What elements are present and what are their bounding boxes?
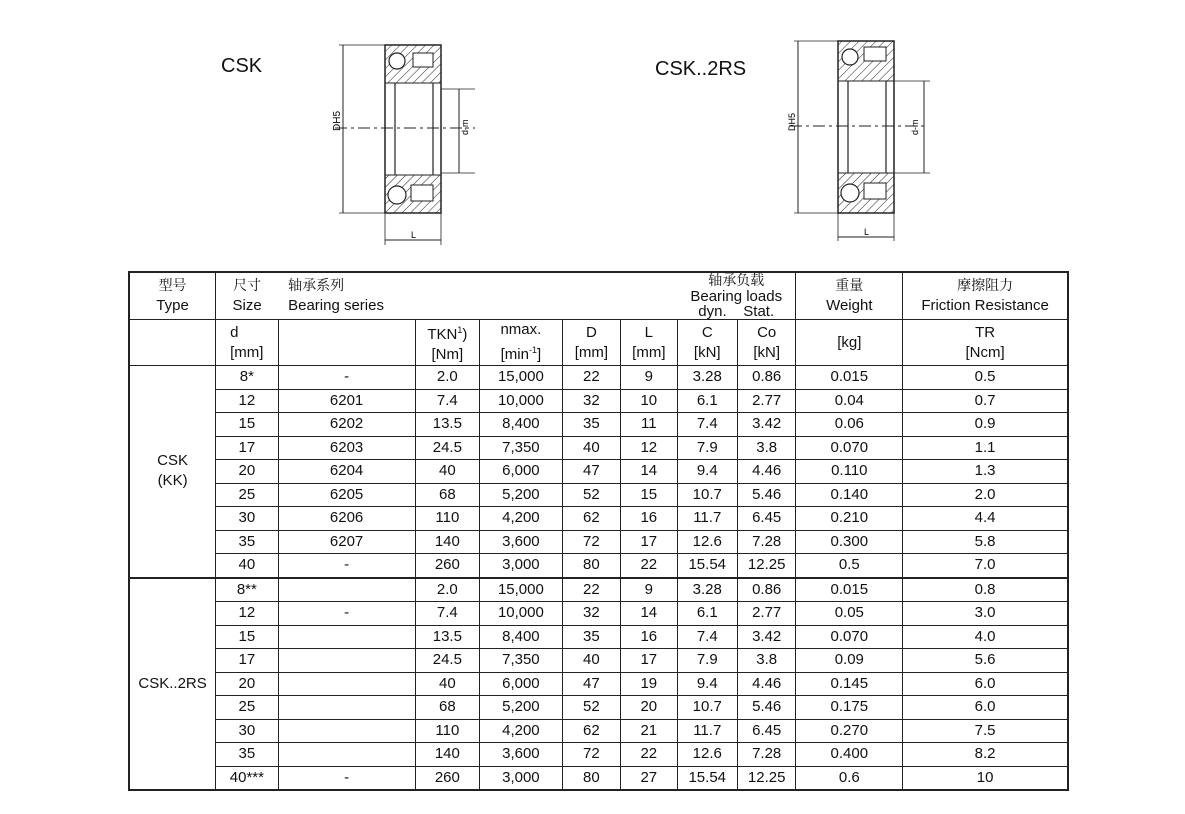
cell-c: 11.7: [677, 507, 737, 531]
cell-tkn: 110: [415, 719, 479, 743]
cell-tr: 5.8: [903, 530, 1068, 554]
cell-c: 3.28: [677, 578, 737, 602]
cell-weight: 0.145: [796, 672, 903, 696]
table-row: [129, 602, 1068, 626]
cell-d: 25: [216, 696, 278, 720]
cell-d: 80: [562, 766, 620, 790]
table-row: [129, 436, 1068, 460]
cell-series: 6201: [278, 389, 415, 413]
cell-tr: 8.2: [903, 743, 1068, 767]
cell-tr: 1.3: [903, 460, 1068, 484]
cell-tr: 7.5: [903, 719, 1068, 743]
cell-co: 4.46: [737, 460, 795, 484]
cell-tr: 10: [903, 766, 1068, 790]
cell-c: 12.6: [677, 743, 737, 767]
cell-co: 4.46: [737, 672, 795, 696]
cell-series: 6206: [278, 507, 415, 531]
cell-weight: 0.270: [796, 719, 903, 743]
table-row: [129, 743, 1068, 767]
cell-d: 15: [216, 625, 278, 649]
cell-nmax: 10,000: [480, 389, 563, 413]
C-unit-header: C [kN]: [677, 320, 737, 366]
cell-nmax: 15,000: [480, 366, 563, 390]
cell-l: 22: [621, 554, 677, 578]
cell-co: 3.42: [737, 625, 795, 649]
table-row: [129, 625, 1068, 649]
dim-D-label: DH5: [787, 112, 797, 131]
size-header: 尺寸 Size: [216, 272, 278, 320]
cell-series: -: [278, 766, 415, 790]
cell-nmax: 3,600: [480, 530, 563, 554]
cell-l: 16: [621, 507, 677, 531]
cell-tr: 0.5: [903, 366, 1068, 390]
cell-d: 40: [562, 649, 620, 673]
cell-series: [278, 719, 415, 743]
cell-series: 6204: [278, 460, 415, 484]
cell-d: 52: [562, 483, 620, 507]
cell-tr: 6.0: [903, 696, 1068, 720]
cell-nmax: 3,600: [480, 743, 563, 767]
table-row: [129, 696, 1068, 720]
cell-c: 7.4: [677, 413, 737, 437]
cell-d: 35: [216, 743, 278, 767]
cell-l: 20: [621, 696, 677, 720]
cell-c: 6.1: [677, 602, 737, 626]
cell-tkn: 24.5: [415, 649, 479, 673]
cell-d: 17: [216, 436, 278, 460]
cell-series: -: [278, 554, 415, 578]
cell-series: [278, 578, 415, 602]
cell-weight: 0.070: [796, 625, 903, 649]
cell-d: 22: [562, 366, 620, 390]
tr-unit-header: TR [Ncm]: [903, 320, 1068, 366]
cell-tkn: 7.4: [415, 602, 479, 626]
cell-c: 15.54: [677, 554, 737, 578]
cell-d: 62: [562, 507, 620, 531]
cell-d: 35: [562, 625, 620, 649]
series-header: 轴承系列 Bearing series: [278, 272, 479, 320]
cell-d: 40: [562, 436, 620, 460]
cell-tr: 2.0: [903, 483, 1068, 507]
cell-series: 6205: [278, 483, 415, 507]
D-unit-header: D [mm]: [562, 320, 620, 366]
cell-nmax: 7,350: [480, 436, 563, 460]
dim-L-label: L: [411, 230, 417, 240]
cell-d: 15: [216, 413, 278, 437]
cell-d: 32: [562, 389, 620, 413]
cell-d: 62: [562, 719, 620, 743]
cell-co: 5.46: [737, 696, 795, 720]
cell-d: 32: [562, 602, 620, 626]
csk2rs-cross-section-drawing: [780, 35, 940, 250]
cell-series: [278, 625, 415, 649]
cell-l: 17: [621, 649, 677, 673]
cell-nmax: 3,000: [480, 766, 563, 790]
dim-D-label: DH5: [332, 110, 343, 131]
d-unit-header: d [mm]: [216, 320, 278, 366]
table-row: [129, 578, 1068, 602]
cell-co: 7.28: [737, 743, 795, 767]
weight-unit-header: [kg]: [796, 320, 903, 366]
cell-l: 14: [621, 460, 677, 484]
cell-d: 40***: [216, 766, 278, 790]
cell-c: 15.54: [677, 766, 737, 790]
cell-l: 21: [621, 719, 677, 743]
cell-tr: 7.0: [903, 554, 1068, 578]
table-row: [129, 389, 1068, 413]
weight-header: 重量 Weight: [796, 272, 903, 320]
cell-c: 12.6: [677, 530, 737, 554]
cell-co: 0.86: [737, 578, 795, 602]
cell-series: [278, 743, 415, 767]
cell-d: 72: [562, 530, 620, 554]
cell-tkn: 260: [415, 766, 479, 790]
cell-l: 17: [621, 530, 677, 554]
table-row: [129, 554, 1068, 578]
cell-l: 11: [621, 413, 677, 437]
cell-tkn: 140: [415, 530, 479, 554]
cell-d: 20: [216, 672, 278, 696]
cell-series: 6202: [278, 413, 415, 437]
cell-co: 5.46: [737, 483, 795, 507]
cell-d: 47: [562, 672, 620, 696]
dim-L-label: L: [864, 227, 870, 237]
header-row-2: [129, 320, 1068, 366]
cell-tr: 5.6: [903, 649, 1068, 673]
cell-c: 9.4: [677, 460, 737, 484]
cell-series: 6203: [278, 436, 415, 460]
cell-l: 12: [621, 436, 677, 460]
header-row-1: [129, 272, 1068, 320]
cell-l: 22: [621, 743, 677, 767]
loads-header: 轴承负载 Bearing loads dyn. Stat.: [677, 272, 796, 320]
L-unit-header: L [mm]: [621, 320, 677, 366]
cell-l: 14: [621, 602, 677, 626]
cell-weight: 0.300: [796, 530, 903, 554]
cell-nmax: 8,400: [480, 413, 563, 437]
cell-tkn: 7.4: [415, 389, 479, 413]
cell-l: 16: [621, 625, 677, 649]
cell-tkn: 13.5: [415, 625, 479, 649]
cell-l: 9: [621, 366, 677, 390]
cell-d: 35: [562, 413, 620, 437]
csk-cross-section-drawing: [325, 35, 485, 250]
cell-nmax: 10,000: [480, 602, 563, 626]
cell-tkn: 260: [415, 554, 479, 578]
cell-tr: 0.9: [903, 413, 1068, 437]
cell-c: 3.28: [677, 366, 737, 390]
cell-d: 52: [562, 696, 620, 720]
cell-l: 9: [621, 578, 677, 602]
cell-co: 0.86: [737, 366, 795, 390]
bearing-spec-table: [128, 271, 1069, 791]
cell-c: 10.7: [677, 696, 737, 720]
dim-d-label: d-m: [460, 119, 470, 135]
cell-nmax: 8,400: [480, 625, 563, 649]
cell-series: -: [278, 602, 415, 626]
cell-tkn: 68: [415, 696, 479, 720]
cell-d: 72: [562, 743, 620, 767]
cell-series: [278, 649, 415, 673]
cell-tkn: 40: [415, 672, 479, 696]
type-group-cell: CSK..2RS: [129, 578, 216, 791]
cell-weight: 0.5: [796, 554, 903, 578]
cell-nmax: 3,000: [480, 554, 563, 578]
cell-c: 7.9: [677, 436, 737, 460]
cell-co: 3.42: [737, 413, 795, 437]
type-group-cell: CSK (KK): [129, 366, 216, 578]
cell-d: 8**: [216, 578, 278, 602]
cell-nmax: 6,000: [480, 460, 563, 484]
cell-co: 2.77: [737, 389, 795, 413]
cell-tr: 0.7: [903, 389, 1068, 413]
cell-d: 12: [216, 389, 278, 413]
cell-weight: 0.09: [796, 649, 903, 673]
tkn-unit-header: TKN$^1$) [Nm]: [415, 320, 479, 366]
cell-tkn: 40: [415, 460, 479, 484]
cell-weight: 0.04: [796, 389, 903, 413]
cell-l: 15: [621, 483, 677, 507]
cell-co: 7.28: [737, 530, 795, 554]
cell-d: 30: [216, 719, 278, 743]
cell-weight: 0.140: [796, 483, 903, 507]
cell-tkn: 140: [415, 743, 479, 767]
cell-c: 7.4: [677, 625, 737, 649]
cell-nmax: 15,000: [480, 578, 563, 602]
friction-header: 摩擦阻力 Friction Resistance: [903, 272, 1068, 320]
cell-l: 27: [621, 766, 677, 790]
cell-co: 3.8: [737, 436, 795, 460]
cell-co: 6.45: [737, 719, 795, 743]
cell-weight: 0.015: [796, 366, 903, 390]
cell-nmax: 4,200: [480, 719, 563, 743]
cell-weight: 0.06: [796, 413, 903, 437]
table-row: [129, 719, 1068, 743]
cell-tr: 3.0: [903, 602, 1068, 626]
cell-tkn: 24.5: [415, 436, 479, 460]
table-row: [129, 460, 1068, 484]
cell-series: -: [278, 366, 415, 390]
cell-weight: 0.015: [796, 578, 903, 602]
type-header: 型号 Type: [129, 272, 216, 320]
cell-tkn: 13.5: [415, 413, 479, 437]
cell-l: 10: [621, 389, 677, 413]
cell-c: 7.9: [677, 649, 737, 673]
cell-co: 6.45: [737, 507, 795, 531]
cell-c: 10.7: [677, 483, 737, 507]
cell-d: 30: [216, 507, 278, 531]
csk2rs-label: CSK..2RS: [655, 58, 747, 80]
cell-weight: 0.400: [796, 743, 903, 767]
cell-tkn: 68: [415, 483, 479, 507]
cell-co: 12.25: [737, 554, 795, 578]
cell-d: 25: [216, 483, 278, 507]
cell-nmax: 5,200: [480, 483, 563, 507]
cell-l: 19: [621, 672, 677, 696]
cell-d: 47: [562, 460, 620, 484]
table-row: [129, 507, 1068, 531]
nmax-unit-header: nmax. $[\min^{-1}]$: [480, 320, 563, 366]
cell-weight: 0.175: [796, 696, 903, 720]
cell-d: 12: [216, 602, 278, 626]
cell-c: 6.1: [677, 389, 737, 413]
table-row: [129, 672, 1068, 696]
cell-tr: 4.4: [903, 507, 1068, 531]
table-row: [129, 413, 1068, 437]
table-row: [129, 649, 1068, 673]
cell-nmax: 5,200: [480, 696, 563, 720]
cell-tr: 1.1: [903, 436, 1068, 460]
cell-d: 35: [216, 530, 278, 554]
cell-weight: 0.210: [796, 507, 903, 531]
cell-tr: 0.8: [903, 578, 1068, 602]
cell-weight: 0.070: [796, 436, 903, 460]
cell-d: 17: [216, 649, 278, 673]
cell-d: 22: [562, 578, 620, 602]
cell-nmax: 4,200: [480, 507, 563, 531]
table-row: [129, 483, 1068, 507]
cell-d: 40: [216, 554, 278, 578]
cell-co: 2.77: [737, 602, 795, 626]
cell-weight: 0.05: [796, 602, 903, 626]
cell-series: 6207: [278, 530, 415, 554]
cell-weight: 0.6: [796, 766, 903, 790]
cell-co: 3.8: [737, 649, 795, 673]
cell-d: 8*: [216, 366, 278, 390]
dim-d-label: d-m: [910, 119, 920, 135]
cell-tr: 6.0: [903, 672, 1068, 696]
cell-nmax: 6,000: [480, 672, 563, 696]
cell-c: 11.7: [677, 719, 737, 743]
table-row: [129, 766, 1068, 790]
Co-unit-header: Co [kN]: [737, 320, 795, 366]
table-row: [129, 530, 1068, 554]
cell-tr: 4.0: [903, 625, 1068, 649]
cell-tkn: 2.0: [415, 578, 479, 602]
cell-d: 20: [216, 460, 278, 484]
table-row: [129, 366, 1068, 390]
csk-label: CSK: [221, 55, 263, 77]
cell-weight: 0.110: [796, 460, 903, 484]
cell-series: [278, 696, 415, 720]
cell-series: [278, 672, 415, 696]
cell-tkn: 110: [415, 507, 479, 531]
cell-c: 9.4: [677, 672, 737, 696]
cell-co: 12.25: [737, 766, 795, 790]
cell-nmax: 7,350: [480, 649, 563, 673]
cell-tkn: 2.0: [415, 366, 479, 390]
cell-d: 80: [562, 554, 620, 578]
